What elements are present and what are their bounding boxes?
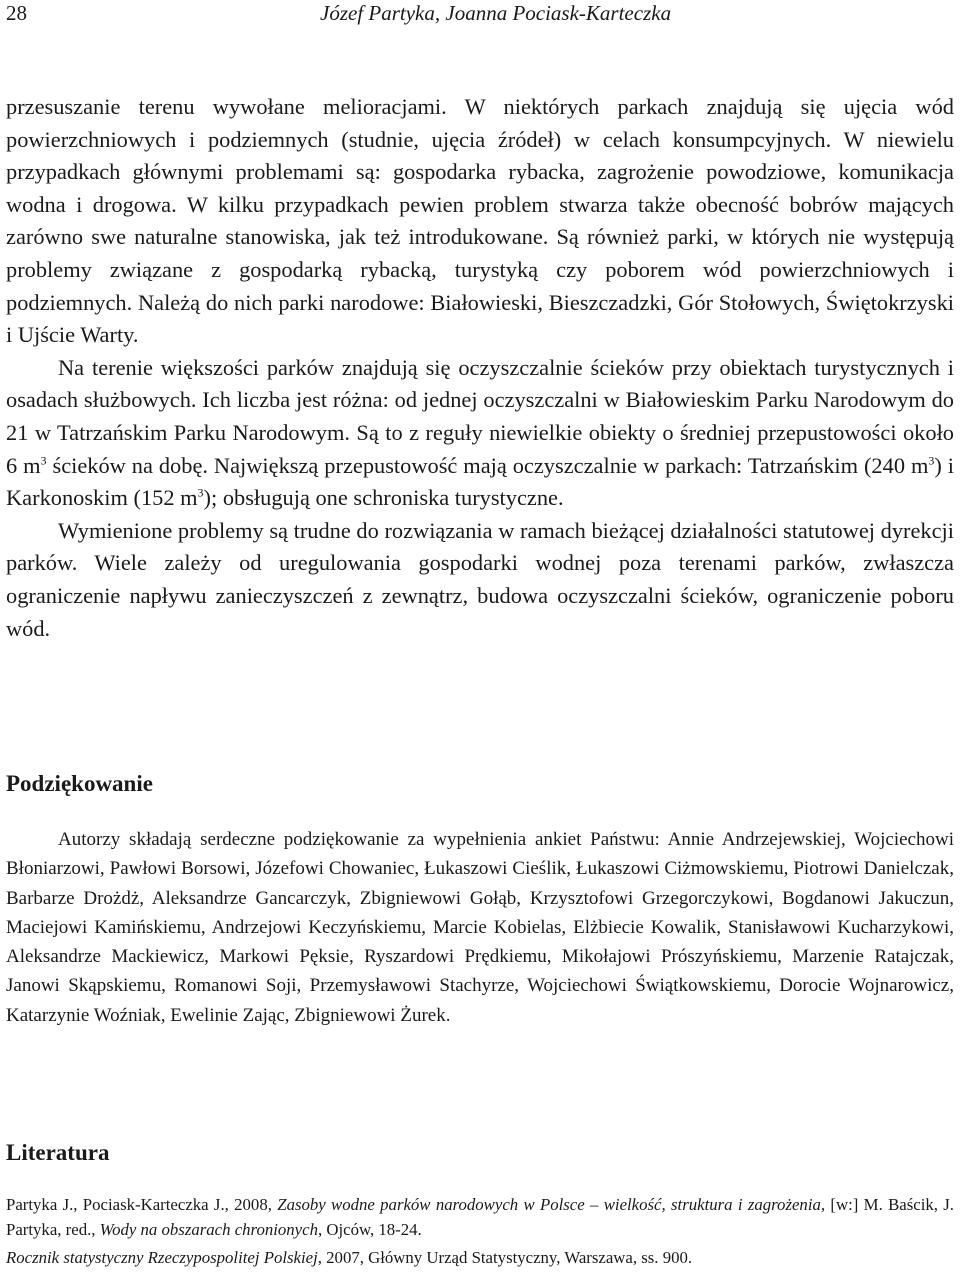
page-number: 28 xyxy=(6,1,27,25)
reference-item: Partyka J., Pociask-Karteczka J., 2008, Zasoby wodne parków narodowych w Polsce – wielkość, struktura i zagrożenia, [w:] M. Baścik, J. Partyka, red., Wody na obszarach chronionych, Ojców, 18-24. xyxy=(6,1195,954,1239)
running-head: Józef Partyka, Joanna Pociask-Karteczka xyxy=(320,1,672,25)
body-paragraph: Na terenie większości parków znajdują się oczyszczalnie ścieków przy obiektach turystycznych i osadach służbowych. Ich liczba jest różna: od jednej oczyszczalni w Białowieskim Parku Narodowym do 21 w Tatrzańskim Parku Narodowym. Są to z reguły niewielkie obiekty o średniej przepustowości około 6 $m^3$ ścieków na dobę. Największą przepustowość mają oczyszczalnie w parkach: Tatrzańskim (240 $m^3$) i Karkonoskim (152 $m^3$); obsługują one schroniska turystyczne. xyxy=(6,354,954,511)
section-heading-acknowledgements: Podziękowanie xyxy=(6,771,153,796)
acknowledgements-text: Autorzy składają serdeczne podziękowanie za wypełnienia ankiet Państwu: Annie Andrzejewskiej, Wojciechowi Błoniarzowi, Pawłowi Borsowi, Józefowi Chowaniec, Łukaszowi Cieślik, Łukaszowi Ciżmowskiemu, Piotrowi Danielczak, Barbarze Drożdż, Aleksandrze Gancarczyk, Zbigniewowi Gołąb, Krzysztofowi Grzegorczykowi, Bogdanowi Jakuczun, Maciejowi Kamińskiemu, Andrzejowi Keczyńskiemu, Marcie Kobielas, Elżbiecie Kowalik, Stanisławowi Kucharzykowi, Aleksandrze Mackiewicz, Markowi Pęksie, Ryszardowi Prędkiemu, Mikołajowi Prószyńskiemu, Marzenie Ratajczak, Janowi Skąpskiemu, Romanowi Soji, Przemysławowi Stachyrze, Wojciechowi Świątkowskiemu, Dorocie Wojnarowicz, Katarzynie Woźniak, Ewelinie Zając, Zbigniewowi Żurek. xyxy=(6,829,954,1026)
page-header xyxy=(0,0,960,28)
body-paragraph: przesuszanie terenu wywołane melioracjami. W niektórych parkach znajdują się ujęcia wód powierzchniowych i podziemnych (studnie, ujęcia źródeł) w celach konsumpcyjnych. W niewielu przypadkach głównymi problemami są: gospodarka rybacka, zagrożenie powodziowe, komunikacja wodna i drogowa. W kilku przypadkach pewien problem stwarza także obecność bobrów mających zarówno swe naturalne stanowiska, jak też introdukowane. Są również parki, w których nie występują problemy związane z gospodarką rybacką, turystyką czy poborem wód powierzchniowych i podziemnych. Należą do nich parki narodowe: Białowieski, Bieszczadzki, Gór Stołowych, Świętokrzyski i Ujście Warty. xyxy=(6,94,954,348)
body-paragraph: Wymienione problemy są trudne do rozwiązania w ramach bieżącej działalności statutowej dyrekcji parków. Wiele zależy od uregulowania gospodarki wodnej poza terenami parków, zwłaszcza ograniczenie napływu zanieczyszczeń z zewnątrz, budowa oczyszczalni ścieków, ograniczenie poboru wód. xyxy=(6,517,954,641)
superscript: 3 xyxy=(40,453,47,468)
reference-list xyxy=(6,1192,954,1273)
superscript: 3 xyxy=(197,485,204,500)
superscript: 3 xyxy=(928,453,935,468)
reference-item: Rocznik statystyczny Rzeczypospolitej Polskiej, 2007, Główny Urząd Statystyczny, Warszawa, ss. 900. xyxy=(6,1248,693,1267)
main-text xyxy=(6,91,954,645)
section-heading-literature: Literatura xyxy=(6,1140,110,1165)
